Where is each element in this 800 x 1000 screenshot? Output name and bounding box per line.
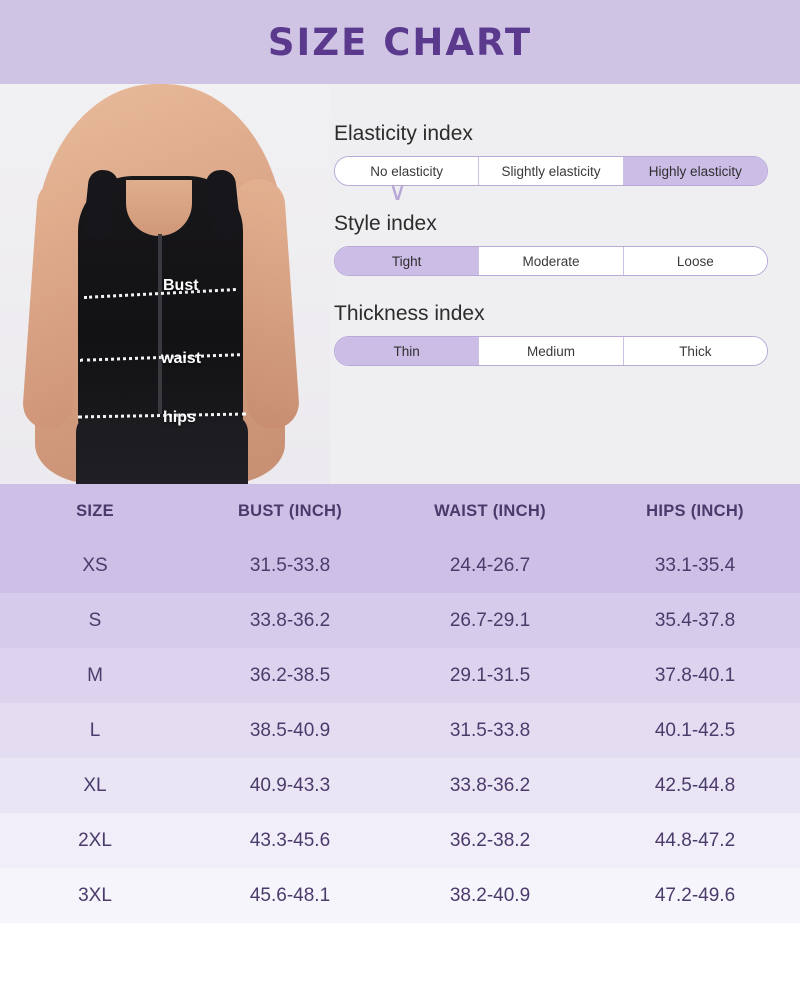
thickness-index-options[interactable]: [334, 336, 768, 366]
cell-size: 3XL: [78, 884, 112, 906]
table-row: [0, 758, 800, 813]
table-row: [0, 703, 800, 758]
cell-waist: 29.1-31.5: [449, 664, 531, 686]
cell-waist: 36.2-38.2: [449, 829, 531, 851]
cell-hips: 35.4-37.8: [654, 609, 736, 631]
cell-hips: 40.1-42.5: [654, 719, 736, 741]
index-panels: [330, 84, 800, 484]
cell-bust: 36.2-38.5: [249, 664, 331, 686]
cell-bust: 33.8-36.2: [249, 609, 331, 631]
cell-hips: 42.5-44.8: [654, 774, 736, 796]
style-option-tight[interactable]: Tight: [335, 247, 479, 275]
cell-bust: 45.6-48.1: [249, 884, 331, 906]
table-row: [0, 538, 800, 593]
cell-waist: 33.8-36.2: [449, 774, 531, 796]
cell-bust: 43.3-45.6: [249, 829, 331, 851]
top-section: [0, 84, 800, 484]
elasticity-option-no[interactable]: No elasticity: [335, 157, 479, 185]
column-header-waist: WAIST (INCH): [434, 501, 546, 520]
cell-waist: 38.2-40.9: [449, 884, 531, 906]
table-row: [0, 648, 800, 703]
cell-waist: 24.4-26.7: [449, 554, 531, 576]
shapewear-shorts: [76, 414, 248, 484]
cell-waist: 31.5-33.8: [449, 719, 531, 741]
product-photo: [0, 84, 330, 484]
cell-hips: 44.8-47.2: [654, 829, 736, 851]
thickness-option-thick[interactable]: Thick: [624, 337, 767, 365]
cell-bust: 31.5-33.8: [249, 554, 331, 576]
elasticity-option-highly[interactable]: Highly elasticity: [624, 157, 767, 185]
table-row: [0, 593, 800, 648]
cell-size: S: [88, 609, 102, 631]
style-index-block: [334, 212, 768, 276]
chevron-down-icon: ∨: [388, 176, 408, 206]
cell-size: 2XL: [78, 829, 112, 851]
cell-hips: 33.1-35.4: [654, 554, 736, 576]
size-table: [0, 484, 800, 923]
column-header-size: SIZE: [76, 501, 114, 520]
cell-bust: 40.9-43.3: [249, 774, 331, 796]
hips-label: hips: [163, 409, 196, 426]
table-row: [0, 868, 800, 923]
waist-label: waist: [161, 350, 202, 367]
column-header-bust: BUST (INCH): [237, 501, 343, 520]
thickness-option-thin[interactable]: Thin: [335, 337, 479, 365]
thickness-index-title: Thickness index: [334, 302, 485, 325]
photo-background: [0, 84, 330, 484]
cell-bust: 38.5-40.9: [249, 719, 331, 741]
cell-waist: 26.7-29.1: [449, 609, 531, 631]
cell-size: XL: [83, 774, 107, 796]
cell-size: L: [89, 719, 101, 741]
page-header: [0, 0, 800, 84]
cell-size: M: [87, 664, 103, 686]
bust-label: Bust: [163, 277, 199, 294]
style-option-loose[interactable]: Loose: [624, 247, 767, 275]
table-header-row: [0, 484, 800, 538]
thickness-index-block: [334, 302, 768, 366]
elasticity-index-title: Elasticity index: [334, 122, 473, 145]
elasticity-option-slightly[interactable]: Slightly elasticity: [479, 157, 623, 185]
column-header-hips: HIPS (INCH): [646, 501, 744, 520]
table-row: [0, 813, 800, 868]
page-title: SIZE CHART: [267, 20, 533, 64]
style-index-options[interactable]: [334, 246, 768, 276]
cell-hips: 37.8-40.1: [654, 664, 736, 686]
style-option-moderate[interactable]: Moderate: [479, 247, 623, 275]
style-index-title: Style index: [334, 212, 437, 235]
cell-hips: 47.2-49.6: [654, 884, 736, 906]
cell-size: XS: [82, 554, 108, 576]
thickness-option-medium[interactable]: Medium: [479, 337, 623, 365]
shapewear-front-closure: [158, 234, 162, 424]
